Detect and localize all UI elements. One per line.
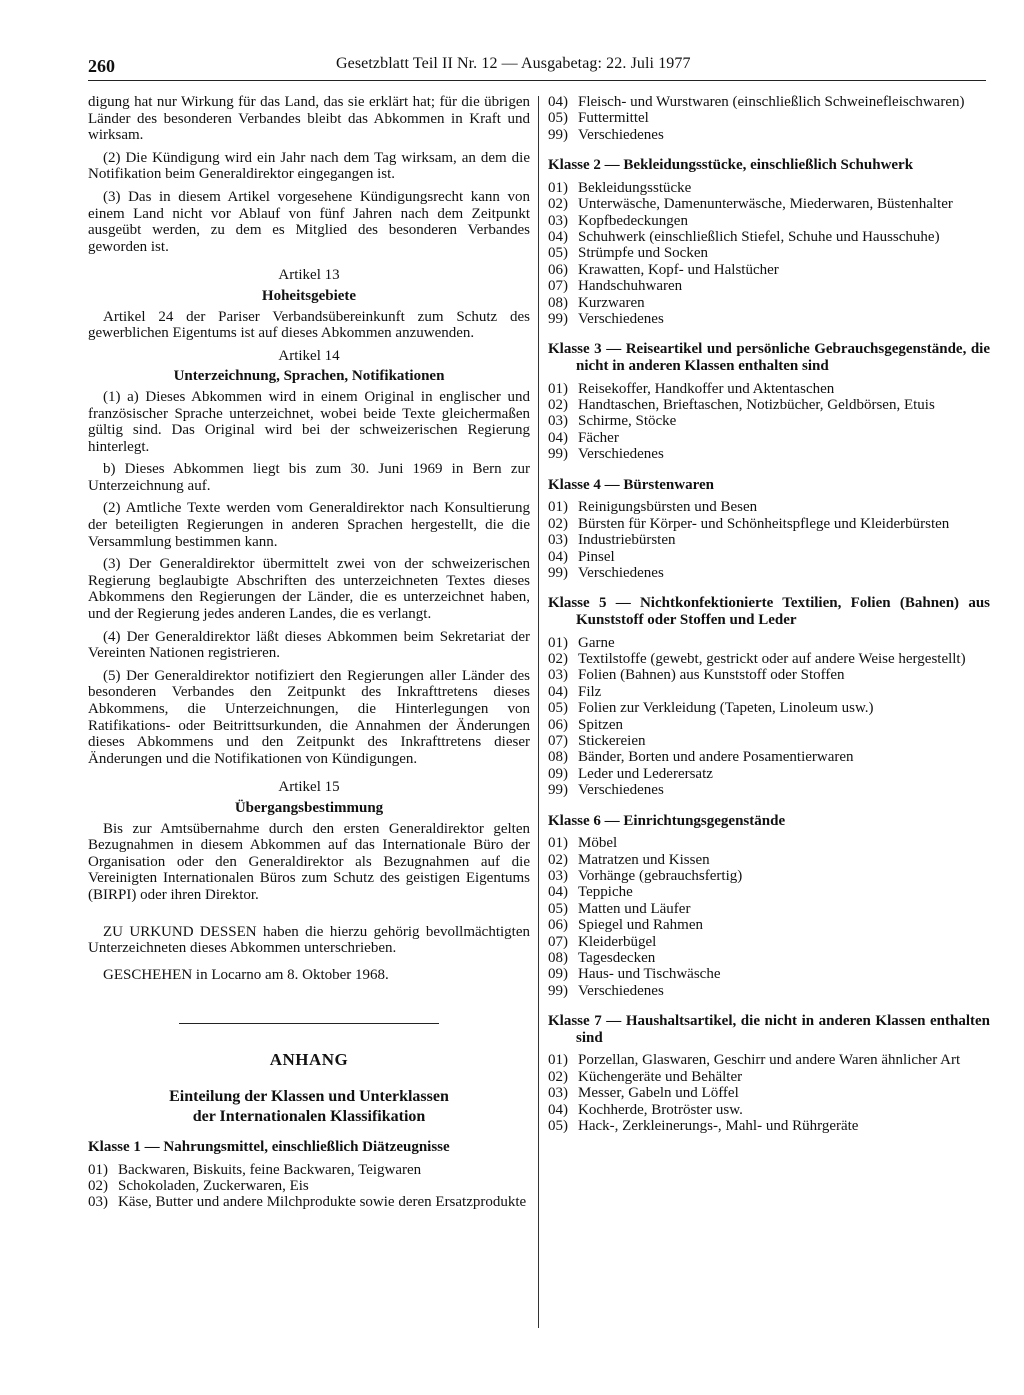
list-item	[88, 1178, 530, 1194]
left-column	[88, 94, 530, 1211]
list-item	[548, 278, 990, 294]
list-item	[548, 430, 990, 446]
list-item	[548, 381, 990, 397]
anhang-subheading-line-2: der Internationalen Klassifikation	[192, 1107, 426, 1125]
item-text: Reinigungsbürsten und Besen	[578, 499, 758, 516]
anhang-subheading-line-1: Einteilung der Klassen und Unterklassen	[169, 1087, 449, 1105]
item-code: 08)	[548, 294, 568, 311]
item-code: 08)	[548, 749, 568, 766]
list-item	[548, 717, 990, 733]
item-code: 03)	[548, 413, 568, 430]
list-item	[548, 180, 990, 196]
list-item	[548, 229, 990, 245]
item-text: Garne	[578, 634, 615, 651]
item-code: 01)	[548, 179, 568, 196]
article-13-title: Hoheitsgebiete	[261, 287, 357, 304]
item-code: 99)	[548, 782, 568, 799]
item-code: 04)	[548, 1101, 568, 1118]
item-text: Stickereien	[578, 732, 646, 749]
klasse-5	[548, 595, 990, 798]
item-text: Messer, Gabeln und Löffel	[578, 1085, 739, 1102]
item-code: 04)	[548, 229, 568, 246]
item-code: 99)	[548, 126, 568, 143]
klasse-6-title: Klasse 6 — Einrichtungsgegenstände	[548, 812, 786, 829]
item-code: 05)	[548, 1118, 568, 1135]
article-14-para-1b: b) Dieses Abkommen liegt bis zum 30. Juni 1969 in Bern zur Unterzeichnung auf.	[88, 461, 530, 494]
item-code: 07)	[548, 933, 568, 950]
item-text: Backwaren, Biskuits, feine Backwaren, Teigwaren	[118, 1161, 422, 1178]
list-item	[548, 852, 990, 868]
list-item	[548, 651, 990, 667]
item-text: Bänder, Borten und andere Posamentierwaren	[578, 749, 854, 766]
klasse-1-list-continued	[548, 94, 990, 143]
item-code: 02)	[548, 397, 568, 414]
item-text: Tagesdecken	[578, 950, 656, 966]
list-item	[548, 1118, 990, 1134]
klasse-4-list	[548, 499, 990, 581]
list-item	[548, 213, 990, 229]
item-text: Haus- und Tischwäsche	[578, 966, 721, 983]
item-code: 06)	[548, 716, 568, 733]
item-text: Kurzwaren	[578, 294, 645, 311]
list-item	[548, 413, 990, 429]
list-item	[548, 245, 990, 261]
list-item	[548, 950, 990, 966]
item-text: Verschiedenes	[578, 782, 664, 799]
klasse-5-list	[548, 635, 990, 799]
signature-clause: ZU URKUND DESSEN haben die hierzu gehörig bevollmächtigten Unterzeichneten dieses Abkommen unterschrieben.	[88, 923, 530, 957]
item-text: Handtaschen, Brieftaschen, Notizbücher, Geldbörsen, Etuis	[578, 397, 935, 414]
item-text: Küchengeräte und Behälter	[578, 1068, 743, 1085]
article-14-para-2: (2) Amtliche Texte werden vom Generaldirektor nach Konsultierung der beteiligten Regierungen in anderen Sprachen hergestellt, die die Versammlung bestimmen kann.	[88, 500, 530, 550]
item-text: Leder und Lederersatz	[578, 765, 713, 782]
item-text: Teppiche	[578, 884, 633, 901]
item-text: Käse, Butter und andere Milchprodukte sowie deren Ersatzprodukte	[118, 1194, 527, 1211]
item-code: 01)	[548, 380, 568, 397]
klasse-1-continued	[548, 94, 990, 143]
item-code: 05)	[548, 110, 568, 127]
klasse-5-title: Klasse 5 — Nichtkonfektionierte Textilien, Folien (Bahnen) aus Kunststoff oder Stoffen und Leder	[548, 595, 990, 628]
item-code: 07)	[548, 278, 568, 295]
item-code: 02)	[548, 196, 568, 213]
list-item	[548, 446, 990, 462]
item-code: 03)	[88, 1194, 108, 1211]
item-text: Möbel	[578, 835, 618, 852]
item-code: 01)	[548, 835, 568, 852]
article-15-number: Artikel 15	[278, 779, 340, 796]
list-item	[548, 1069, 990, 1085]
list-item	[548, 782, 990, 798]
item-text: Matten und Läufer	[578, 900, 691, 917]
signature-date: GESCHEHEN in Locarno am 8. Oktober 1968.	[103, 966, 389, 983]
item-text: Schokoladen, Zuckerwaren, Eis	[118, 1177, 309, 1194]
item-code: 03)	[548, 1085, 568, 1102]
item-code: 99)	[548, 982, 568, 999]
item-code: 02)	[548, 851, 568, 868]
list-item	[548, 127, 990, 143]
item-text: Kopfbedeckungen	[578, 212, 688, 229]
item-text: Textilstoffe (gewebt, gestrickt oder auf andere Weise hergestellt)	[578, 650, 966, 667]
list-item	[548, 196, 990, 212]
article-14-para-1a: (1) a) Dieses Abkommen wird in einem Original in englischer und französischer Sprache unterzeichnet, wobei beide Texte gleichermaßen gültig sind. Das Original wird bei der schweizerischen Regierung hinterlegt.	[88, 388, 530, 455]
list-item	[548, 397, 990, 413]
item-code: 01)	[88, 1161, 108, 1178]
item-code: 09)	[548, 765, 568, 782]
klasse-1-title: Klasse 1 — Nahrungsmittel, einschließlich Diätzeugnisse	[88, 1138, 450, 1155]
item-text: Kleiderbügel	[578, 933, 657, 950]
item-code: 99)	[548, 564, 568, 581]
item-code: 04)	[548, 884, 568, 901]
item-code: 04)	[548, 429, 568, 446]
list-item	[548, 1052, 990, 1068]
list-item	[88, 1194, 530, 1210]
list-item	[548, 295, 990, 311]
anhang-heading: ANHANG	[269, 1050, 349, 1070]
list-item	[548, 110, 990, 126]
list-item	[548, 516, 990, 532]
item-text: Verschiedenes	[578, 564, 664, 581]
list-item	[548, 499, 990, 515]
item-text: Verschiedenes	[578, 311, 664, 328]
item-code: 01)	[548, 634, 568, 651]
item-code: 05)	[548, 700, 568, 717]
article-13-number: Artikel 13	[278, 267, 340, 284]
item-code: 04)	[548, 94, 568, 110]
page-number: 260	[88, 56, 115, 76]
list-item	[548, 749, 990, 765]
list-item	[548, 667, 990, 683]
item-code: 01)	[548, 1052, 568, 1069]
item-text: Porzellan, Glaswaren, Geschirr und andere Waren ähnlicher Art	[578, 1052, 961, 1069]
item-text: Strümpfe und Socken	[578, 245, 708, 262]
list-item	[548, 549, 990, 565]
item-code: 09)	[548, 966, 568, 983]
article-14-para-5: (5) Der Generaldirektor notifiziert den Regierungen aller Länder des besonderen Verbandes den Zeitpunkt des Inkrafttretens dieses Abkommens, die Unterzeichnungen, die Hinterlegungen von Ratifikations- oder Beitrittsurkunden, die Annahmen der Änderungen dieses Abkommens und den Zeitpunkt des Inkrafttretens dieser Änderungen und die Notifikationen von Kündigungen.	[88, 667, 530, 767]
item-code: 07)	[548, 732, 568, 749]
item-code: 05)	[548, 900, 568, 917]
item-text: Verschiedenes	[578, 126, 664, 143]
item-code: 03)	[548, 532, 568, 549]
item-code: 03)	[548, 867, 568, 884]
item-text: Unterwäsche, Damenunterwäsche, Miederwaren, Büstenhalter	[578, 196, 953, 213]
item-text: Folien (Bahnen) aus Kunststoff oder Stoffen	[578, 667, 845, 684]
article-14-para-3: (3) Der Generaldirektor übermittelt zwei von der schweizerischen Regierung beglaubigte Abschriften des unterzeichneten Textes dieses Abkommens den Regierungen der Länder, die es unterzeichnet haben, und der Regierung jedes anderen Landes, die es verlangt.	[88, 556, 530, 623]
klasse-7-title: Klasse 7 — Haushaltsartikel, die nicht in anderen Klassen enthalten sind	[548, 1013, 990, 1046]
list-item	[548, 884, 990, 900]
article-14-number: Artikel 14	[278, 347, 340, 364]
klasse-6-list	[548, 835, 990, 999]
klasse-2	[548, 157, 990, 327]
klasse-4	[548, 477, 990, 582]
item-code: 99)	[548, 446, 568, 463]
list-item	[88, 1162, 530, 1178]
list-item	[548, 868, 990, 884]
column-divider	[538, 96, 539, 1328]
list-item	[548, 684, 990, 700]
list-item	[548, 835, 990, 851]
klasse-4-title: Klasse 4 — Bürstenwaren	[548, 476, 714, 493]
item-code: 02)	[88, 1177, 108, 1194]
item-text: Fächer	[578, 429, 619, 446]
list-item	[548, 917, 990, 933]
list-item	[548, 966, 990, 982]
list-item	[548, 934, 990, 950]
item-code: 02)	[548, 515, 568, 532]
klasse-7-list	[548, 1052, 990, 1134]
item-text: Hack-, Zerkleinerungs-, Mahl- und Rührgeräte	[578, 1118, 859, 1135]
item-code: 05)	[548, 245, 568, 262]
item-code: 99)	[548, 311, 568, 328]
item-code: 01)	[548, 499, 568, 516]
list-item	[548, 766, 990, 782]
page-header: Gesetzblatt Teil II Nr. 12 — Ausgabetag: 22. Juli 1977	[336, 55, 691, 72]
list-item	[548, 94, 990, 110]
item-text: Futtermittel	[578, 110, 649, 127]
list-item	[548, 983, 990, 999]
right-column	[548, 94, 990, 1148]
list-item	[548, 1085, 990, 1101]
klasse-7	[548, 1013, 990, 1134]
paragraph-3: (3) Das in diesem Artikel vorgesehene Kündigungsrecht kann von einem Land nicht vor Ablauf von fünf Jahren nach dem Zeitpunkt ausgeübt werden, zu dem es Mitglied des besonderen Verbandes geworden ist.	[88, 188, 530, 255]
item-text: Vorhänge (gebrauchsfertig)	[578, 867, 743, 884]
item-code: 06)	[548, 261, 568, 278]
list-item	[548, 311, 990, 327]
klasse-1-list	[88, 1162, 530, 1211]
item-code: 02)	[548, 1068, 568, 1085]
item-code: 04)	[548, 683, 568, 700]
item-text: Matratzen und Kissen	[578, 851, 710, 868]
article-14-title: Unterzeichnung, Sprachen, Notifikationen	[173, 368, 445, 385]
item-text: Verschiedenes	[578, 982, 664, 999]
klasse-3-list	[548, 381, 990, 463]
item-text: Bürsten für Körper- und Schönheitspflege und Kleiderbürsten	[578, 515, 950, 532]
item-text: Pinsel	[578, 548, 615, 565]
klasse-6	[548, 813, 990, 1000]
item-code: 03)	[548, 667, 568, 684]
item-text: Schuhwerk (einschließlich Stiefel, Schuhe und Hausschuhe)	[578, 229, 940, 246]
article-14-para-4: (4) Der Generaldirektor läßt dieses Abkommen beim Sekretariat der Vereinten Nationen registrieren.	[88, 628, 530, 662]
klasse-3-title: Klasse 3 — Reiseartikel und persönliche Gebrauchsgegenstände, die nicht in anderen Klassen enthalten sind	[548, 341, 990, 375]
item-text: Verschiedenes	[578, 446, 664, 463]
item-text: Filz	[578, 683, 602, 700]
item-text: Fleisch- und Wurstwaren (einschließlich Schweinefleischwaren)	[578, 94, 965, 110]
item-text: Industriebürsten	[578, 532, 676, 549]
list-item	[548, 733, 990, 749]
item-text: Spitzen	[578, 716, 623, 733]
item-text: Kochherde, Brotröster usw.	[578, 1101, 743, 1118]
list-item	[548, 565, 990, 581]
article-15-text: Bis zur Amtsübernahme durch den ersten Generaldirektor gelten Bezugnahmen in diesem Abkommen auf das Internationale Büro der Organisation oder den Generaldirektor als Bezugnahmen auf die Vereinigten Internationalen Büros zum Schutz des geistigen Eigentums (BIRPI) oder ihren Direktor.	[88, 820, 530, 903]
section-rule	[179, 1023, 439, 1024]
item-code: 03)	[548, 212, 568, 229]
list-item	[548, 1102, 990, 1118]
klasse-2-title: Klasse 2 — Bekleidungsstücke, einschließlich Schuhwerk	[548, 157, 914, 174]
list-item	[548, 700, 990, 716]
klasse-3	[548, 341, 990, 462]
list-item	[548, 901, 990, 917]
item-code: 08)	[548, 950, 568, 966]
list-item	[548, 262, 990, 278]
item-text: Handschuhwaren	[578, 278, 683, 295]
item-text: Schirme, Stöcke	[578, 413, 677, 430]
list-item	[548, 532, 990, 548]
item-text: Krawatten, Kopf- und Halstücher	[578, 261, 779, 278]
item-text: Reisekoffer, Handkoffer und Aktentaschen	[578, 380, 835, 397]
paragraph-continued: digung hat nur Wirkung für das Land, das sie erklärt hat; für die übrigen Länder des besonderen Verbandes bleibt das Abkommen in Kraft und wirksam.	[88, 94, 530, 144]
article-13-text: Artikel 24 der Pariser Verbandsübereinkunft zum Schutz des gewerblichen Eigentums ist auf dieses Abkommen anzuwenden.	[88, 308, 530, 342]
item-text: Folien zur Verkleidung (Tapeten, Linoleum usw.)	[578, 700, 874, 717]
paragraph-2: (2) Die Kündigung wird ein Jahr nach dem Tag wirksam, an dem die Notifikation beim Generaldirektor eingegangen ist.	[88, 149, 530, 183]
item-code: 02)	[548, 650, 568, 667]
article-15-title: Übergangsbestimmung	[234, 799, 384, 816]
item-text: Spiegel und Rahmen	[578, 917, 703, 934]
klasse-2-list	[548, 180, 990, 328]
anhang-subheading	[88, 1087, 530, 1127]
item-code: 06)	[548, 917, 568, 934]
item-code: 04)	[548, 548, 568, 565]
list-item	[548, 635, 990, 651]
header-rule	[88, 80, 986, 81]
item-text: Bekleidungsstücke	[578, 179, 692, 196]
